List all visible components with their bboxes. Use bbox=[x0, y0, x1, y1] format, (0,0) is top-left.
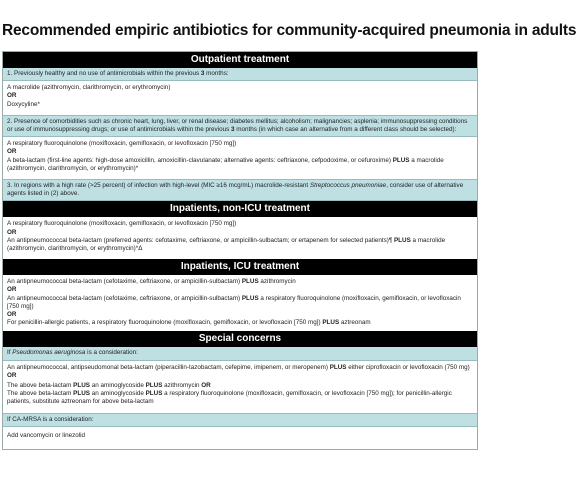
regimen-block bbox=[3, 427, 477, 449]
condition-row bbox=[3, 115, 477, 137]
condition-tail: is a consideration: bbox=[85, 349, 138, 357]
regimen-text: a macrolide (azithromycin, clarithromycin, or erythromycin)*Δ bbox=[7, 236, 446, 253]
regimen-line: Doxycyline* bbox=[7, 100, 40, 108]
document-title: Recommended empiric antibiotics for community-acquired pneumonia in adults bbox=[2, 22, 576, 39]
condition-tail: , consider use of alternative agents listed in (2) above. bbox=[7, 182, 464, 198]
plus-label: PLUS bbox=[145, 390, 163, 398]
condition-row bbox=[3, 68, 477, 81]
condition-bold: 3 bbox=[200, 70, 205, 77]
regimen-line: A respiratory fluoroquinolone (moxifloxacin, gemifloxacin, or levofloxacin [750 mg]) bbox=[7, 140, 237, 148]
condition-tail: months (in which case an alternative from a different class should be selected): bbox=[234, 126, 457, 134]
or-label: OR bbox=[7, 371, 17, 379]
regimen-text: either ciprofloxacin or levofloxacin (750 mg) bbox=[346, 363, 470, 371]
regimen-line bbox=[7, 364, 473, 380]
plus-label: PLUS bbox=[329, 363, 347, 371]
or-label: OR bbox=[201, 382, 211, 390]
condition-row bbox=[3, 413, 477, 427]
or-label: OR bbox=[7, 148, 17, 156]
regimen-line bbox=[7, 295, 473, 311]
regimen-line bbox=[7, 390, 473, 406]
condition-row bbox=[3, 179, 477, 201]
section-header-special: Special concerns bbox=[3, 331, 477, 347]
plus-label: PLUS bbox=[73, 390, 90, 398]
regimen-text: The above beta-lactam bbox=[7, 382, 74, 390]
regimen-text: An antipneumococcal beta-lactam (cefotaxime, ceftriaxone, or ampicillin-sulbactam) bbox=[7, 278, 242, 286]
regimen-text: a respiratory fluoroquinolone (moxifloxacin, gemifloxacin, or levofloxacin [750 mg]); for penicillin-allergic patients, substitute aztreonam for above beta-lactam bbox=[7, 390, 452, 406]
regimen-line bbox=[7, 319, 473, 327]
regimen-text: An antipneumococcal beta-lactam (cefotaxime, ceftriaxone, or ampicillin-sulbactam) bbox=[7, 294, 242, 302]
regimen-text: aztreonam bbox=[339, 319, 371, 327]
or-label: OR bbox=[7, 286, 17, 294]
regimen-text: a macrolide (azithromycin, clarithromycin, or erythromycin)* bbox=[7, 156, 444, 172]
or-label: OR bbox=[7, 311, 17, 319]
organism-name: Pseudomonas aeruginosa bbox=[12, 349, 86, 357]
regimen-text: An antipneumococcal beta-lactam (preferred agents: cefotaxime, ceftriaxone, or ampicillin-sulbactam; or ertapenem for selected patients)¶ bbox=[7, 236, 394, 244]
regimen-block bbox=[3, 81, 477, 115]
plus-label: PLUS bbox=[73, 382, 90, 390]
condition-text: 1. Previously healthy and no use of antimicrobials within the previous bbox=[7, 70, 201, 77]
regimen-line: Add vancomycin or linezolid bbox=[7, 431, 86, 439]
regimen-line bbox=[7, 278, 473, 286]
regimen-text: For penicillin-allergic patients, a respiratory fluoroquinolone (moxifloxacin, gemifloxacin, or levofloxacin [750 mg]) bbox=[7, 319, 323, 327]
condition-bold: 3 bbox=[231, 126, 235, 134]
regimen-line bbox=[7, 382, 473, 390]
regimen-text: An antipneumococcal, antipseudomonal beta-lactam (piperacillin-tazobactam, cefepime, imipenem, or meropenem) bbox=[7, 363, 330, 371]
regimen-text: azithromycin bbox=[258, 278, 296, 286]
or-label: OR bbox=[7, 92, 17, 100]
plus-label: PLUS bbox=[393, 236, 411, 244]
regimen-line: A macrolide (azithromycin, clarithromycin, or erythromycin) bbox=[7, 84, 171, 92]
regimen-text: azithromycin bbox=[162, 382, 202, 390]
condition-text: If bbox=[7, 349, 13, 357]
plus-label: PLUS bbox=[241, 294, 259, 302]
plus-label: PLUS bbox=[241, 278, 259, 286]
recommendations-table bbox=[2, 51, 478, 450]
regimen-block bbox=[3, 217, 477, 259]
section-header-icu: Inpatients, ICU treatment bbox=[3, 259, 477, 275]
regimen-line: A respiratory fluoroquinolone (moxifloxacin, gemifloxacin, or levofloxacin [750 mg]) bbox=[7, 220, 237, 228]
condition-text: 2. Presence of comorbidities such as chronic heart, lung, liver, or renal disease; diabetes mellitus; alcoholism; malignancies; asplenia; immunosuppressing conditions or use of immunosuppressing drugs; or use of antimicrobials within the previous bbox=[7, 117, 468, 134]
regimen-text: an aminoglycoside bbox=[89, 390, 146, 398]
or-label: OR bbox=[7, 228, 17, 236]
condition-tail: months: bbox=[204, 70, 229, 77]
regimen-line bbox=[7, 237, 473, 253]
plus-label: PLUS bbox=[392, 156, 410, 164]
condition-row bbox=[3, 347, 477, 360]
regimen-line bbox=[7, 157, 473, 173]
regimen-text: The above beta-lactam bbox=[7, 390, 74, 398]
condition-text: If CA-MRSA is a consideration: bbox=[7, 415, 94, 423]
regimen-text: a respiratory fluoroquinolone (moxifloxacin, gemifloxacin, or levofloxacin [750 mg]) bbox=[7, 294, 461, 310]
plus-label: PLUS bbox=[145, 382, 163, 390]
regimen-block bbox=[3, 137, 477, 179]
regimen-block bbox=[3, 275, 477, 331]
condition-text: 3. In regions with a high rate (>25 percent) of infection with high-level (MIC ≥16 mcg/mL) macrolide-resistant bbox=[7, 182, 310, 190]
regimen-text: A beta-lactam (first-line agents: high-dose amoxicillin, amoxicillin-clavulanate; alternative agents: ceftriaxone, cefpodoxime, or cefuroxime) bbox=[7, 156, 393, 164]
organism-name: Streptococcus pneumoniae bbox=[309, 182, 387, 190]
regimen-block bbox=[3, 361, 477, 413]
section-header-outpatient: Outpatient treatment bbox=[3, 52, 477, 68]
plus-label: PLUS bbox=[322, 319, 340, 327]
section-header-non-icu: Inpatients, non-ICU treatment bbox=[3, 201, 477, 217]
regimen-text: an aminoglycoside bbox=[89, 382, 146, 390]
